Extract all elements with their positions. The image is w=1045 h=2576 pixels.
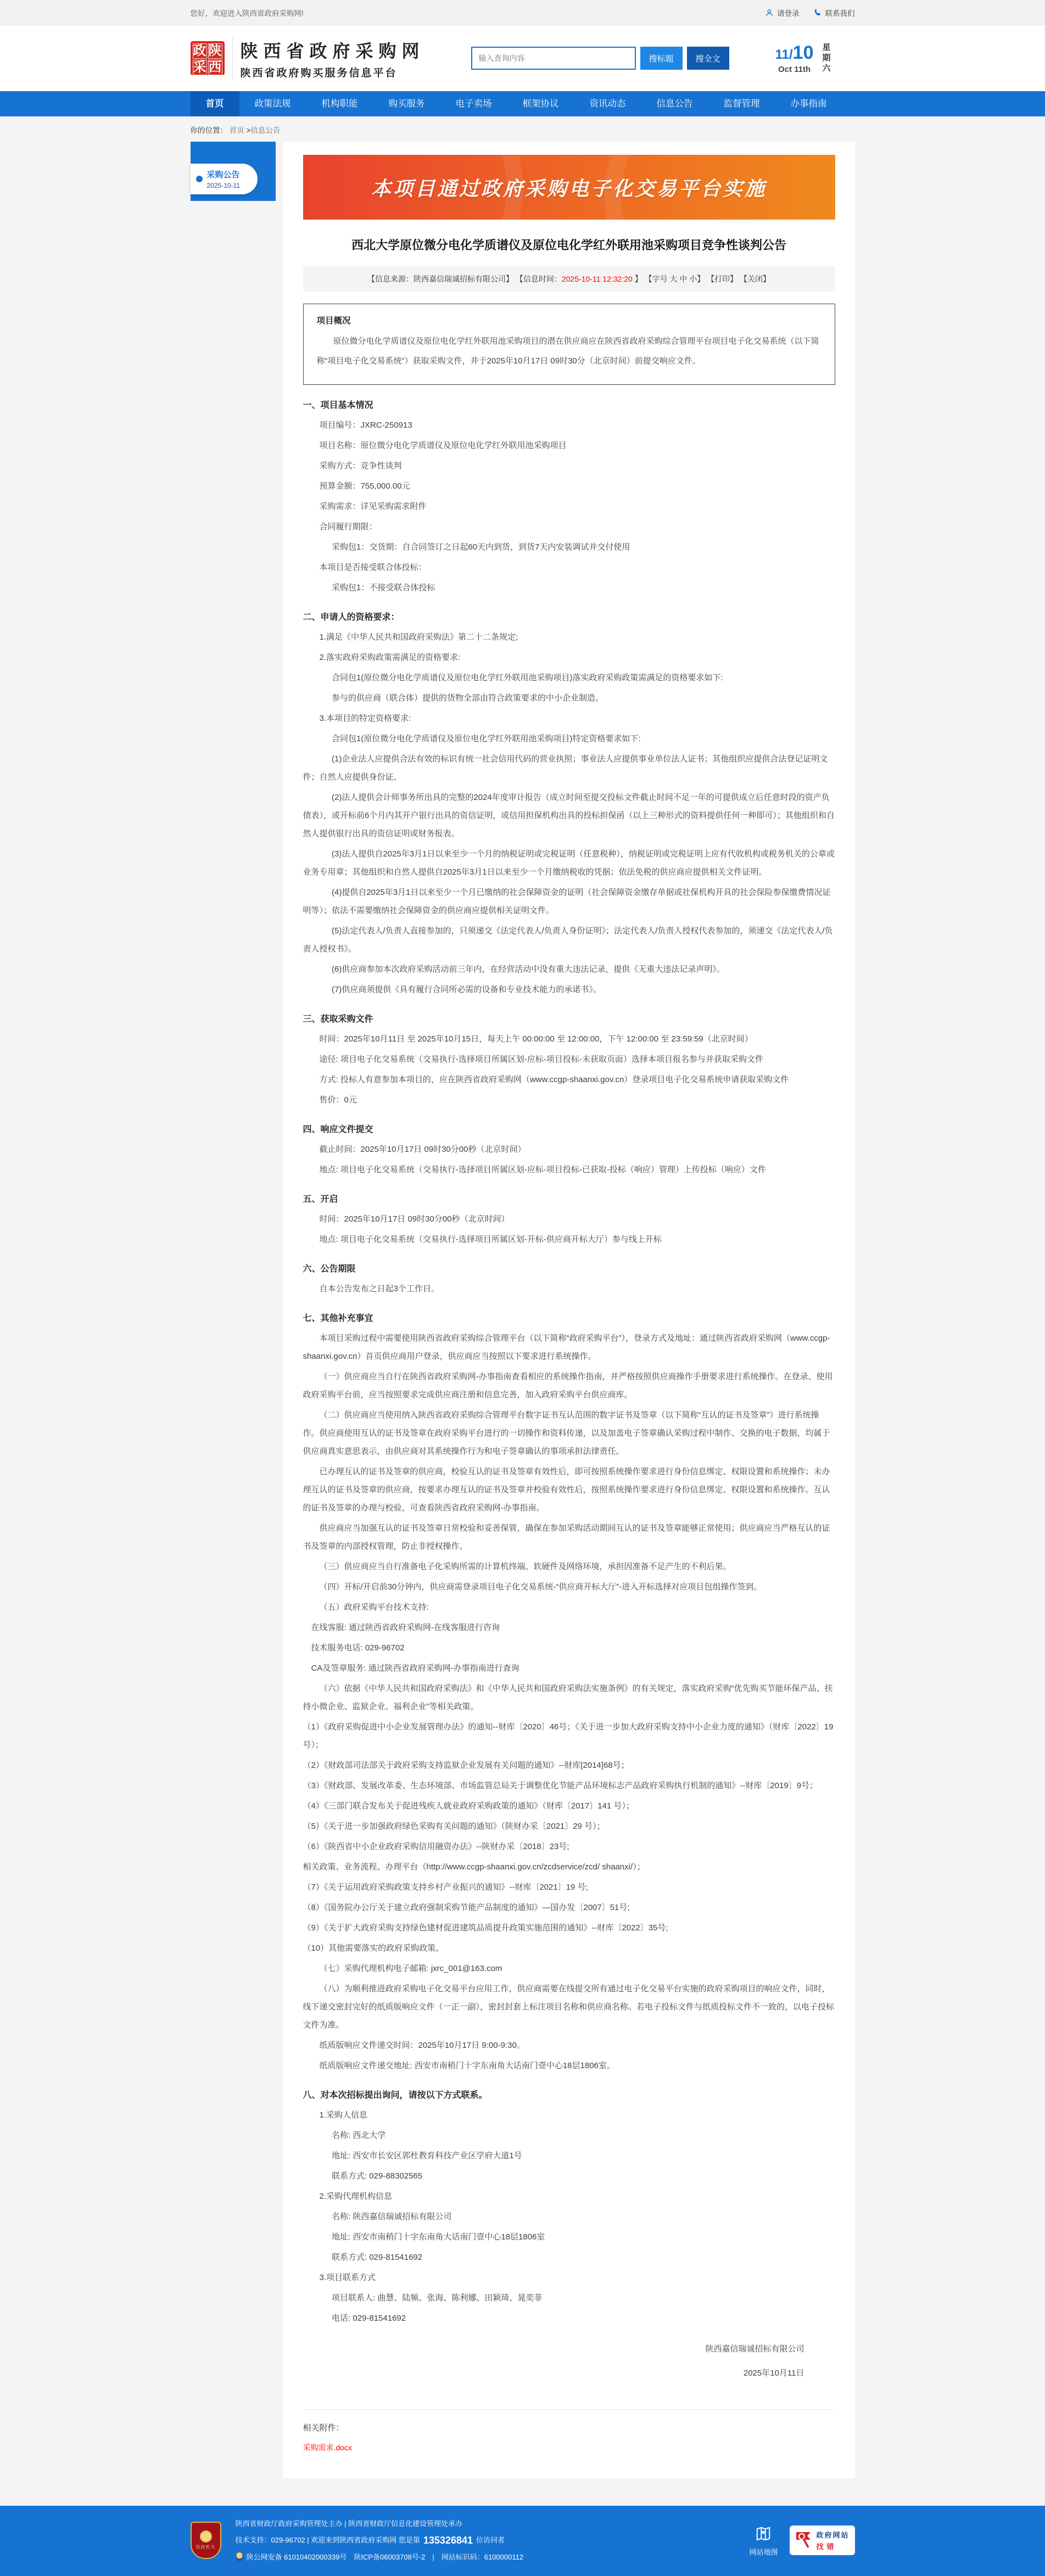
section-heading: 八、对本次招标提出询问，请按以下方式联系。 (303, 2091, 488, 2100)
logo-char: 陕 (208, 43, 222, 58)
nav-item-6[interactable]: 资讯动态 (589, 99, 626, 109)
date-weekday: 星期六 (821, 42, 831, 74)
article-paragraph: 地点: 项目电子化交易系统（交易执行-选择项目所属区划-开标-供应商开标大厅）参与线上开标 (319, 1235, 662, 1244)
emblem-caption: 党政机关 (195, 2545, 216, 2550)
article-paragraph: 在线客服: 通过陕西省政府采购网-在线客服进行咨询 (311, 1623, 500, 1632)
main-content (191, 142, 855, 2478)
close-button[interactable]: 【关闭】 (740, 275, 771, 283)
info-time-close: 】 (632, 275, 642, 283)
welcome-text: 您好，欢迎进入陕西省政府采购网! (190, 9, 304, 18)
overview-heading: 项目概况 (316, 316, 351, 326)
date-numeric: 11/10 (775, 42, 814, 63)
article-paragraph: （7）《关于运用政府采购政策支持乡村产业振兴的通知》--财库〔2021〕19 号; (303, 1883, 588, 1892)
logo-char: 政 (193, 43, 206, 58)
search-area (471, 47, 729, 70)
sidebar-category-date: 2025-10-11 (206, 182, 240, 189)
nav-item-2[interactable]: 机构职能 (321, 99, 358, 109)
article-paragraph: （3）《财政部、发展改革委、生态环境部、市场监管总局关于调整优化节能产品环境标志产品政府采购执行机制的通知》--财库〔2019〕9号； (303, 1781, 818, 1790)
login-link[interactable] (765, 7, 800, 18)
article-paragraph: 纸质版响应文件递交地址: 西安市南稍门十字东南角大话南门壹中心18层1806室。 (319, 2061, 615, 2070)
article-paragraph: 途径: 项目电子化交易系统（交易执行-选择项目所属区划-应标-项目投标-未获取页面）选择本项目报名参与并获取采购文件 (319, 1055, 763, 1064)
article-panel (283, 142, 855, 2478)
logo-char: 西 (208, 60, 222, 75)
footer-visitor-suffix: 位访问者 (476, 2536, 505, 2545)
breadcrumb-current-link[interactable]: 信息公告 (250, 126, 281, 135)
section-heading: 四、响应文件提交 (303, 1125, 373, 1134)
phone-icon (814, 8, 822, 16)
police-badge-icon (236, 2552, 243, 2561)
article-sections (303, 398, 835, 2327)
sidebar-category-box (191, 142, 276, 201)
footer-line-icp (236, 2552, 735, 2563)
signature-block (303, 2337, 835, 2385)
footer-support-text: 技术支持：029-96702 | 欢迎来到陕西省政府采购网 您是第 (235, 2536, 420, 2545)
top-bar (0, 0, 1045, 25)
error-badge-title: 政府网站 (816, 2531, 850, 2539)
sitemap-link[interactable] (749, 2524, 778, 2557)
article-paragraph: （八）为顺利推进政府采购电子化交易平台应用工作，供应商需要在线提交所有通过电子化交易平台实施的政府采购项目的响应文件，同时，线下递交密封完好的纸质版响应文件（一正一副），密封封套上标注项目名称和供应商名称。若电子投标文件与纸质投标文件不一致的，以电子投标文件为准。 (303, 1984, 835, 2030)
nav (191, 91, 855, 116)
article-paragraph: 时间：2025年10月17日 09时30分00秒（北京时间） (319, 1214, 510, 1224)
section-heading: 六、公告期限 (303, 1264, 356, 1274)
website-error-report-badge[interactable] (790, 2525, 854, 2555)
breadcrumb-prefix: 你的位置： (190, 126, 227, 135)
article-paragraph: （一）供应商应当自行在陕西省政府采购网-办事指南查看相应的系统操作指南，并严格按照供应商操作手册要求进行系统操作。在登录、使用政府采购平台前，应当按照要求完成供应商注册和信息完善，加入政府采购平台供应商库。 (303, 1372, 833, 1399)
article-paragraph: （六）依据《中华人民共和国政府采购法》和《中华人民共和国政府采购法实施条例》的有关规定，落实政府采购“优先购买节能环保产品、扶持小微企业、监狱企业、福利企业”等相关政策。 (303, 1684, 833, 1711)
article-paragraph: (1)企业法人应提供合法有效的标识有统一社会信用代码的营业执照；事业法人应提供事业单位法人证书；其他组织应提供合法登记证明文件；自然人应提供身份证。 (303, 754, 828, 782)
breadcrumb-separator: > (244, 126, 251, 135)
section-heading: 七、其他补充事宜 (303, 1314, 373, 1323)
search-fulltext-button[interactable]: 搜全文 (687, 47, 729, 70)
article-paragraph: （10）其他需要落实的政府采购政策。 (303, 1944, 444, 1953)
article-paragraph: 纸质版响应文件递交时间：2025年10月17日 9:00-9:30。 (319, 2041, 525, 2050)
article-paragraph: 采购需求：详见采购需求附件 (319, 502, 427, 511)
government-emblem-icon (191, 2522, 221, 2559)
visitor-count: 135326841 (423, 2534, 473, 2546)
site-header (0, 25, 1045, 91)
search-title-button[interactable]: 搜标题 (640, 47, 683, 70)
site-subtitle: 陕西省政府购买服务信息平台 (240, 67, 398, 79)
article-paragraph: 供应商应当加强互认的证书及签章日常校验和妥善保管，确保在参加采购活动期间互认的证书及签章能够正常使用；供应商应当严格互认的证书及签章的内部授权管理，防止非授权操作。 (303, 1524, 830, 1551)
info-time: 2025-10-11 12:32:20 (561, 275, 633, 283)
signature-company: 陕西嘉信瑞诚招标有限公司 (705, 2344, 804, 2354)
main-nav (0, 91, 1045, 116)
article-paragraph: 1.采购人信息 (319, 2110, 368, 2120)
article-paragraph: 联系方式: 029-88302565 (332, 2171, 423, 2181)
article-paragraph: （五）政府采购平台技术支持: (319, 1603, 429, 1612)
article-paragraph: (3)法人提供自2025年3月1日以来至少一个月的纳税证明或完税证明（任意税种），纳税证明或完税证明上应有代收机构或税务机关的公章或业务专用章；其他组织和自然人提供自2025年3月1日以来至少一个月缴纳税收的凭据；依法免税的供应商应提供相关文件证明。 (303, 849, 835, 877)
project-overview-box (303, 304, 835, 385)
site-footer (0, 2506, 1045, 2576)
article-paragraph: 项目联系人: 曲慧、陆频、张海、陈利娜、田颖琦、晁奕菲 (332, 2293, 543, 2303)
article-paragraph: （七）采购代理机构电子邮箱: jxrc_001@163.com (319, 1964, 502, 1973)
article-paragraph: （二）供应商应当使用纳入陕西省政府采购综合管理平台数字证书互认范围的数字证书及签章（以下简称“互认的证书及签章”）进行系统操作。供应商使用互认的证书及签章在政府采购平台进行的一切操作和资料传递，以及加盖电子签章确认采购过程中制作、交换的电子数据，均属于供应商真实意思表示，由供应商对其系统操作行为和电子签章确认的事项承担法律责任。 (303, 1410, 830, 1456)
article-paragraph: (4)提供自2025年3月1日以来至少一个月已缴纳的社会保障资金的证明（社会保障资金缴存单据或社保机构开具的社会保险参保缴费情况证明等）；依法不需要缴纳社会保障资金的供应商应提供相关证明文件。 (303, 888, 831, 915)
article-paragraph: (2)法人提供会计师事务所出具的完整的2024年度审计报告（成立时间至提交投标文件截止时间不足一年的可提供成立后任意时段的资产负债表），或开标前6个月内其开户银行出具的资信证明，或信用担保机构出具的投标担保函（以上三种形式的资料提供任何一种即可）；其他组织和自然人提供银行出具的资信证明或财务报表。 (303, 793, 835, 838)
print-button[interactable]: 【打印】 (707, 275, 738, 283)
article-paragraph: （5）《关于进一步加强政府绿色采购有关问题的通知》（陕财办采〔2021〕29 号）； (303, 1822, 605, 1831)
article-paragraph: （4）《三部门联合发布关于促进残疾人就业政府采购政策的通知》（财库〔2017〕141 号）； (303, 1801, 634, 1811)
article-paragraph: 联系方式: 029-81541692 (332, 2253, 423, 2262)
attachment-list (303, 2433, 835, 2453)
section-heading: 一、项目基本情况 (303, 401, 373, 410)
bullet-dot-icon (196, 176, 203, 182)
article-paragraph: 2.落实政府采购政策需满足的资格要求: (319, 653, 461, 662)
article-paragraph: （2）《财政部司法部关于政府采购支持监狱企业发展有关问题的通知》--财库[2014]68号； (303, 1761, 629, 1770)
article-paragraph: 3.项目联系方式 (319, 2273, 376, 2282)
nav-item-5[interactable]: 框架协议 (522, 99, 559, 109)
article-paragraph: 采购包1：交货期：自合同签订之日起60天内到货，到货7天内安装调试并交付使用 (332, 542, 630, 552)
article-paragraph: (7)供应商须提供《具有履行合同所必需的设备和专业技术能力的承诺书》。 (332, 985, 601, 994)
breadcrumb (191, 116, 855, 142)
article-paragraph: 本项目是否接受联合体投标： (319, 563, 427, 572)
article-paragraph: （四）开标/开启前30分钟内，供应商需登录项目电子化交易系统-“供应商开标大厅”-进入开标选择对应项目包组操作签到。 (319, 1582, 762, 1592)
footer-line-organizer: 陕西省财政厅政府采购管理处主办 | 陕西省财政厅信息化建设管理处承办 (235, 2519, 463, 2528)
article-paragraph: 1.满足《中华人民共和国政府采购法》第二十二条规定; (319, 632, 518, 642)
font-size-control[interactable]: 【字号 大 中 小】 (644, 275, 705, 283)
error-badge-action: 找错 (816, 2543, 837, 2551)
article-paragraph: 预算金额：755,000.00元 (319, 481, 410, 491)
article-paragraph: 地址: 西安市南稍门十字东南角大话南门壹中心18层1806室 (332, 2232, 545, 2242)
nav-item-1[interactable]: 政策法规 (254, 99, 291, 109)
article-paragraph: 截止时间：2025年10月17日 09时30分00秒（北京时间） (319, 1145, 526, 1154)
error-finder-icon (795, 2531, 812, 2550)
emblem-star-icon (200, 2530, 212, 2543)
attachment-link[interactable]: 采购需求.docx (303, 2443, 352, 2452)
nav-item-4[interactable]: 电子卖场 (455, 99, 492, 109)
article-paragraph: 技术服务电话: 029-96702 (311, 1643, 405, 1653)
sitemap-label: 网站地图 (749, 2547, 778, 2556)
article-paragraph: 项目编号：JXRC-250913 (319, 421, 412, 430)
logo-char: 采 (193, 60, 206, 75)
article-paragraph: 地址: 西安市长安区郭杜教育科技产业区学府大道1号 (332, 2151, 522, 2160)
article-paragraph: 电话: 029-81541692 (332, 2314, 406, 2323)
attachments-label: 相关附件： (303, 2423, 344, 2433)
article-paragraph: 名称: 陕西嘉信瑞诚招标有限公司 (332, 2212, 452, 2221)
date-widget (775, 42, 855, 74)
article-paragraph: 采购方式：竞争性谈判 (319, 461, 402, 471)
article-paragraph: 合同履行期限： (319, 522, 377, 531)
article-paragraph: 项目名称：原位微分电化学质谱仪及原位电化学红外联用池采购项目 (319, 441, 567, 450)
article-paragraph: 售价：0元 (319, 1095, 357, 1105)
site-logo (191, 41, 225, 75)
footer-line-support (236, 2533, 735, 2548)
sidebar-category-label: 采购公告 (206, 170, 240, 180)
section-heading: 三、获取采购文件 (303, 1015, 373, 1024)
article-paragraph: 参与的供应商（联合体）提供的货物全部由符合政策要求的中小企业制造。 (332, 693, 604, 703)
article-paragraph: 方式: 投标人有意参加本项目的，应在陕西省政府采购网（www.ccgp-shaanxi.gov.cn）登录项目电子化交易系统申请获取采购文件 (319, 1075, 789, 1084)
article-paragraph: （三）供应商应当自行准备电子化采购所需的计算机终端、软硬件及网络环境，承担因准备不足产生的不利后果。 (319, 1562, 731, 1571)
article-paragraph: （6）《陕西省中小企业政府采购信用融资办法》--陕财办采〔2018〕23号; (303, 1842, 569, 1851)
info-source: 【信息来源：陕西嘉信瑞诚招标有限公司】 (367, 275, 513, 283)
article-paragraph: （9）《关于扩大政府采购支持绿色建材促进建筑品质提升政策实施范围的通知》--财库〔2022〕35号; (303, 1923, 668, 1933)
map-icon (755, 2524, 772, 2543)
nav-item-7[interactable]: 信息公告 (656, 99, 693, 109)
user-icon (765, 8, 774, 17)
article-paragraph: 相关政策、业务流程、办理平台（http://www.ccgp-shaanxi.gov.cn/zcdservice/zcd/ shaanxi/）； (303, 1862, 645, 1872)
site-name: 陕西省政府采购网 (240, 41, 425, 61)
search-input[interactable] (471, 47, 636, 70)
nav-item-3[interactable]: 购买服务 (388, 99, 425, 109)
nav-item-0[interactable]: 首页 (191, 91, 239, 116)
signature-date: 2025年10月11日 (743, 2368, 804, 2378)
article-paragraph: 采购包1：不接受联合体投标 (332, 583, 435, 592)
article-paragraph: （1）《政府采购促进中小企业发展管理办法》的通知--财库〔2020〕46号；《关于进一步加大政府采购支持中小企业力度的通知》（财库〔2022〕19号）； (303, 1722, 834, 1750)
article-meta-bar (303, 266, 835, 292)
brand (191, 37, 425, 80)
contact-label: 联系我们 (825, 9, 855, 18)
page-title: 西北大学原位微分电化学质谱仪及原位电化学红外联用池采购项目竞争性谈判公告 (351, 238, 786, 252)
footer-icp-text: 陕公网安备 61010402000339号 陕ICP备06003708号-2 | 网站标识码：6100000112 (246, 2552, 524, 2561)
article-paragraph: 时间：2025年10月11日 至 2025年10月15日，每天上午 00:00:00 至 12:00:00，下午 12:00:00 至 23:59:59（北京时间） (319, 1034, 753, 1044)
article-paragraph: 合同包1(原位微分电化学质谱仪及原位电化学红外联用池采购项目)落实政府采购政策需满足的资格要求如下: (332, 673, 723, 682)
article-paragraph: （8）《国务院办公厅关于建立政府强制采购节能产品制度的通知》—国办发〔2007〕51号; (303, 1903, 630, 1912)
article-paragraph: 2.采购代理机构信息 (319, 2192, 393, 2201)
article-paragraph: 地点: 项目电子化交易系统（交易执行-选择项目所属区划-应标-项目投标-已获取-投标（响应）管理）上传投标（响应）文件 (319, 1165, 766, 1174)
article-paragraph: 合同包1(原位微分电化学质谱仪及原位电化学红外联用池采购项目)特定资格要求如下: (332, 734, 641, 743)
nav-item-9[interactable]: 办事指南 (790, 99, 827, 109)
contact-link[interactable] (814, 7, 855, 18)
article-paragraph: 名称: 西北大学 (332, 2131, 386, 2140)
footer-text-block (236, 2515, 735, 2566)
nav-item-8[interactable]: 监督管理 (723, 99, 760, 109)
platform-banner (303, 155, 835, 220)
section-heading: 二、申请人的资格要求： (303, 613, 400, 622)
article-paragraph: 3.本项目的特定资格要求: (319, 714, 411, 723)
attachments-block (303, 2409, 835, 2453)
info-time-label: 【信息时间： (515, 275, 562, 283)
breadcrumb-home-link[interactable]: 首页 (229, 126, 244, 135)
banner-text: 本项目通过政府采购电子化交易平台实施 (371, 177, 767, 200)
article-paragraph: 本项目采购过程中需要使用陕西省政府采购综合管理平台（以下简称“政府采购平台”），登录方式及地址：通过陕西省政府采购网（www.ccgp-shaanxi.gov.cn）首页供应商用户登录，供应商应当按照以下要求进行系统操作。 (303, 1334, 830, 1361)
sidebar-item-procurement-announcement[interactable] (191, 164, 258, 194)
date-english: Oct 11th (778, 65, 811, 74)
article-paragraph: 自本公告发布之日起3个工作日。 (319, 1284, 439, 1293)
article-paragraph: (5)法定代表人/负责人直接参加的，只须递交《法定代表人/负责人身份证明》；法定代表人/负责人授权代表参加的，须递交《法定代表人/负责人授权书》。 (303, 926, 833, 954)
overview-text: 原位微分电化学质谱仪及原位电化学红外联用池采购项目的潜在供应商应在陕西省政府采购综合管理平台项目电子化交易系统（以下简称“项目电子化交易系统”）获取采购文件，并于2025年10月17日 09时30分（北京时间）前提交响应文件。 (316, 337, 819, 366)
article-paragraph: (6)供应商参加本次政府采购活动前三年内，在经营活动中没有重大违法记录，提供《无重大违法记录声明》。 (332, 965, 725, 974)
article-paragraph: CA及签章服务: 通过陕西省政府采购网-办事指南进行查询 (311, 1664, 519, 1673)
section-heading: 五、开启 (303, 1195, 338, 1204)
login-label: 请登录 (777, 9, 800, 18)
article-paragraph: 已办理互认的证书及签章的供应商，校验互认的证书及签章有效性后，即可按照系统操作要求进行身份信息绑定、权限设置和系统操作；未办理互认的证书及签章的供应商，按要求办理互认的证书及签章并校验有效性后，按照系统操作要求进行身份信息绑定、权限设置和系统操作。互认的证书及签章的办理与校验，可查看陕西省政府采购网-办事指南。 (303, 1467, 830, 1513)
